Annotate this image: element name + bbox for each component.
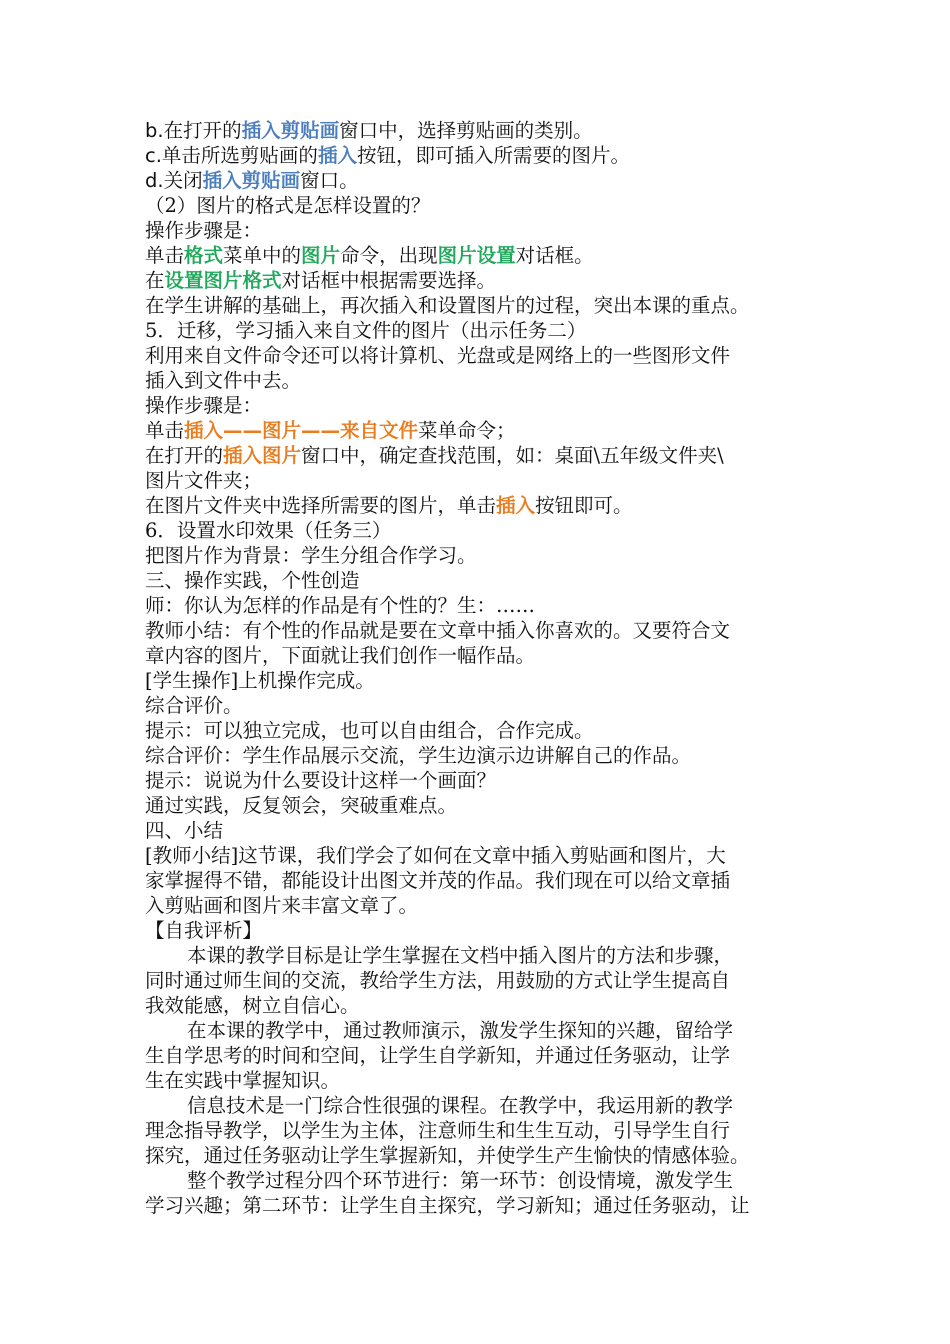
- text-line: [145, 868, 825, 893]
- highlighted-term: d.: [145, 169, 164, 192]
- highlighted-term: 插入剪贴画: [202, 169, 301, 192]
- text-run: 三、操作实践，个性创造: [145, 569, 360, 592]
- text-line: [145, 318, 825, 343]
- text-run: 在图片文件夹中选择所需要的图片，单击: [145, 494, 497, 517]
- text-run: 家掌握得不错，都能设计出图文并茂的作品。我们现在可以给文章插: [145, 869, 731, 892]
- text-line: [145, 143, 825, 168]
- text-line: [145, 168, 825, 193]
- text-line: [145, 843, 825, 868]
- text-line: [145, 893, 825, 918]
- text-run: 菜单中的: [223, 244, 302, 267]
- text-run: 窗口中，确定查找范围，如：桌面\五年级文件夹\: [301, 444, 724, 467]
- highlighted-term: 插入——图片——来自文件: [184, 419, 419, 442]
- text-run: 四、小结: [145, 819, 224, 842]
- text-run: 6．设置水印效果（任务三）: [145, 519, 392, 542]
- text-line: [145, 1143, 825, 1168]
- text-run: 操作步骤是：: [145, 394, 263, 417]
- text-run: 通过实践，反复领会，突破重难点。: [145, 794, 458, 817]
- text-run: 师：你认为怎样的作品是有个性的？生：……: [145, 594, 536, 617]
- text-run: 按钮即可。: [535, 494, 633, 517]
- text-line: [145, 443, 825, 468]
- text-run: 操作步骤是：: [145, 219, 263, 242]
- text-line: [145, 968, 825, 993]
- text-run: 教师小结：有个性的作品就是要在文章中插入你喜欢的。又要符合文: [145, 619, 731, 642]
- text-line: [145, 1093, 825, 1118]
- text-line: [145, 618, 825, 643]
- text-line: [145, 918, 825, 943]
- text-run: 同时通过师生间的交流，教给学生方法，用鼓励的方式让学生提高自: [145, 969, 731, 992]
- highlighted-term: 图片: [301, 244, 341, 267]
- text-run: 命令，出现: [340, 244, 438, 267]
- text-line: [145, 768, 825, 793]
- text-line: [145, 1168, 825, 1193]
- text-run: 本课的教学目标是让学生掌握在文档中插入图片的方法和步骤，: [187, 944, 734, 967]
- text-line: [145, 493, 825, 518]
- document-page: [145, 118, 825, 1218]
- text-line: [145, 793, 825, 818]
- text-line: [145, 293, 825, 318]
- text-run: 对话框中根据需要选择。: [281, 269, 497, 292]
- text-run: 在: [145, 269, 165, 292]
- text-run: [教师小结]这节课，我们学会了如何在文章中插入剪贴画和图片，大: [145, 844, 726, 867]
- text-line: [145, 718, 825, 743]
- text-run: 5．迁移，学习插入来自文件的图片（出示任务二）: [145, 319, 587, 342]
- text-line: [145, 943, 825, 968]
- highlighted-term: 图片设置: [437, 244, 516, 267]
- text-line: [145, 818, 825, 843]
- text-line: [145, 543, 825, 568]
- text-run: 在打开的: [163, 119, 242, 142]
- text-line: [145, 593, 825, 618]
- text-run: 对话框。: [515, 244, 594, 267]
- highlighted-term: 插入: [317, 144, 357, 167]
- text-run: 生自学思考的时间和空间，让学生自学新知，并通过任务驱动，让学: [145, 1044, 731, 1067]
- highlighted-term: 插入剪贴画: [241, 119, 340, 142]
- text-line: [145, 193, 825, 218]
- text-line: [145, 693, 825, 718]
- text-line: [145, 368, 825, 393]
- text-line: [145, 668, 825, 693]
- text-run: 窗口中，选择剪贴画的类别。: [339, 119, 593, 142]
- text-run: 信息技术是一门综合性很强的课程。在教学中，我运用新的教学: [187, 1094, 734, 1117]
- text-run: 综合评价：学生作品展示交流，学生边演示边讲解自己的作品。: [145, 744, 692, 767]
- text-run: 单击: [145, 244, 185, 267]
- text-line: [145, 1068, 825, 1093]
- text-line: [145, 1018, 825, 1043]
- text-run: 单击: [145, 419, 185, 442]
- text-run: 图片文件夹；: [145, 469, 263, 492]
- highlighted-term: 插入图片: [223, 444, 302, 467]
- text-line: [145, 1193, 825, 1218]
- text-run: 章内容的图片，下面就让我们创作一幅作品。: [145, 644, 536, 667]
- text-run: 窗口。: [300, 169, 359, 192]
- highlighted-term: 设置图片格式: [164, 269, 282, 292]
- text-run: 提示：说说为什么要设计这样一个画面？: [145, 769, 497, 792]
- text-line: [145, 993, 825, 1018]
- highlighted-term: 插入: [496, 494, 536, 517]
- text-line: [145, 643, 825, 668]
- text-run: 我效能感，树立自信心。: [145, 994, 360, 1017]
- text-line: [145, 568, 825, 593]
- text-run: （2）图片的格式是怎样设置的？: [145, 194, 431, 217]
- text-run: 按钮，即可插入所需要的图片。: [356, 144, 630, 167]
- text-run: [学生操作]上机操作完成。: [145, 669, 375, 692]
- text-line: [145, 268, 825, 293]
- text-line: [145, 343, 825, 368]
- text-run: 理念指导教学，以学生为主体，注意师生和生生互动，引导学生自行: [145, 1119, 731, 1142]
- text-line: [145, 218, 825, 243]
- text-run: 在本课的教学中，通过教师演示，激发学生探知的兴趣，留给学: [187, 1019, 734, 1042]
- text-run: 提示：可以独立完成，也可以自由组合，合作完成。: [145, 719, 594, 742]
- text-run: 菜单命令；: [418, 419, 516, 442]
- text-line: [145, 243, 825, 268]
- text-run: 在打开的: [145, 444, 224, 467]
- text-run: 整个教学过程分四个环节进行：第一环节：创设情境，激发学生: [187, 1169, 734, 1192]
- text-run: 学习兴趣；第二环节：让学生自主探究，学习新知；通过任务驱动，让: [145, 1194, 750, 1217]
- text-run: 在学生讲解的基础上，再次插入和设置图片的过程，突出本课的重点。: [145, 294, 750, 317]
- text-run: 单击所选剪贴画的: [161, 144, 318, 167]
- text-run: 探究，通过任务驱动让学生掌握新知，并使学生产生愉快的情感体验。: [145, 1144, 750, 1167]
- highlighted-term: b.: [145, 119, 164, 142]
- text-run: 入剪贴画和图片来丰富文章了。: [145, 894, 419, 917]
- text-run: 关闭: [163, 169, 203, 192]
- text-line: [145, 1118, 825, 1143]
- text-run: 生在实践中掌握知识。: [145, 1069, 341, 1092]
- text-line: [145, 518, 825, 543]
- highlighted-term: c.: [145, 144, 162, 167]
- text-run: 插入到文件中去。: [145, 369, 302, 392]
- highlighted-term: 格式: [184, 244, 224, 267]
- text-run: 利用来自文件命令还可以将计算机、光盘或是网络上的一些图形文件: [145, 344, 731, 367]
- text-run: 把图片作为背景：学生分组合作学习。: [145, 544, 477, 567]
- text-line: [145, 1043, 825, 1068]
- text-line: [145, 418, 825, 443]
- text-line: [145, 743, 825, 768]
- text-line: [145, 393, 825, 418]
- text-run: 综合评价。: [145, 694, 243, 717]
- text-line: [145, 118, 825, 143]
- text-line: [145, 468, 825, 493]
- text-run: 【自我评析】: [145, 919, 263, 942]
